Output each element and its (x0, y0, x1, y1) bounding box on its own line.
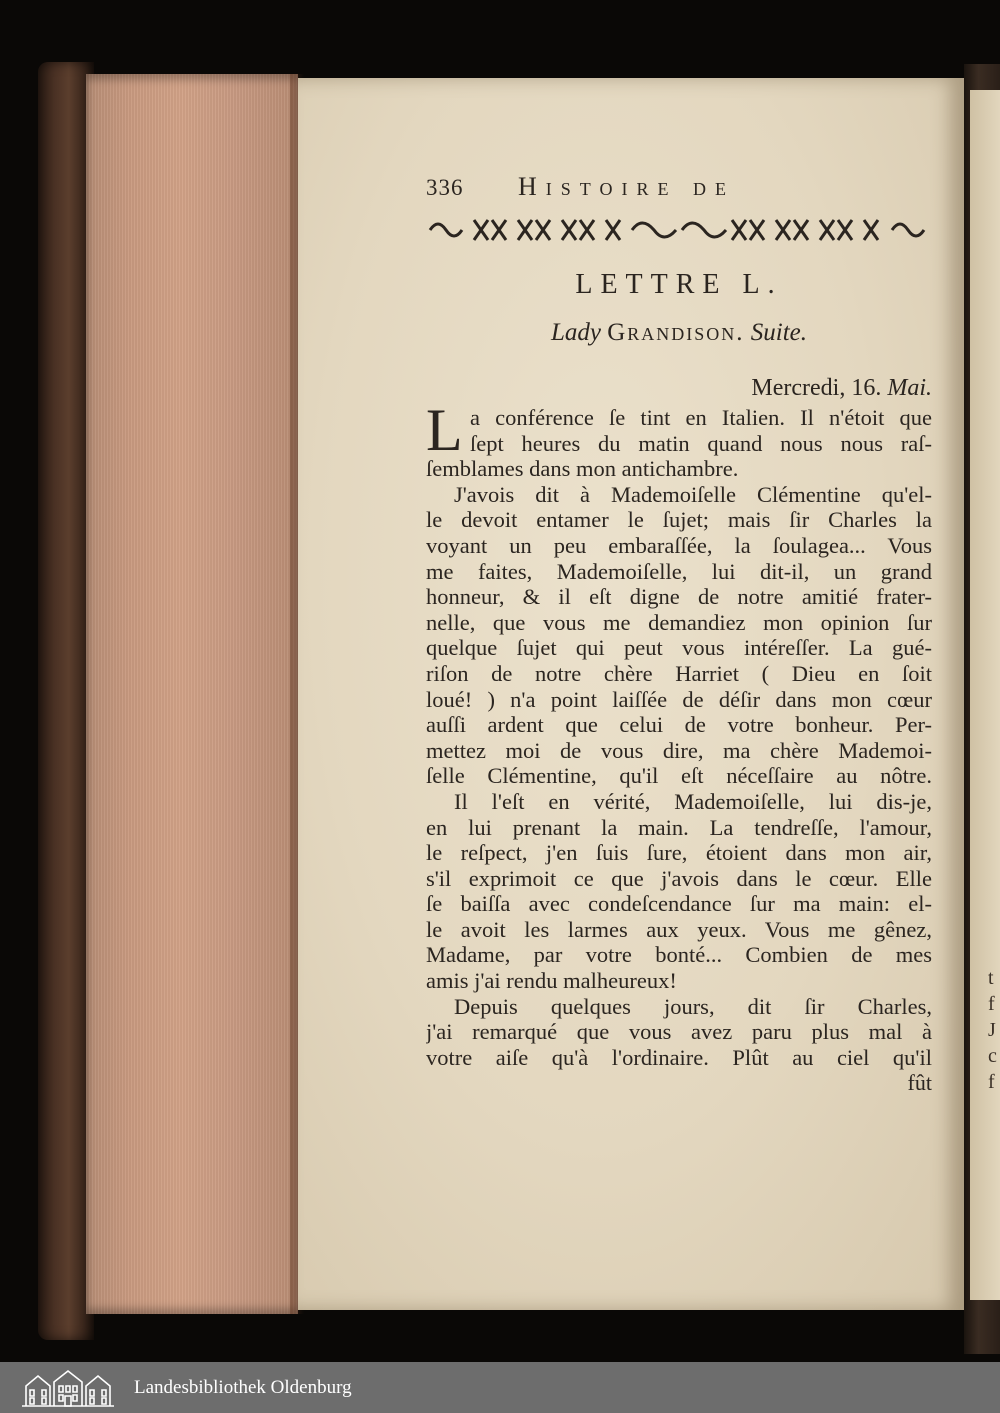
next-page-letter: f (988, 1071, 995, 1093)
page-number: 336 (426, 175, 464, 200)
dateline (426, 375, 932, 405)
subheading-salutation: Lady (550, 319, 601, 346)
ornament-scroll (682, 223, 726, 237)
library-building-icon (18, 1368, 118, 1408)
text-line: me faites, Mademoiſelle, lui dit-il, un grand (426, 558, 932, 584)
ornament-cross (606, 220, 620, 240)
dateline-month: Mai. (887, 375, 932, 401)
next-page-letter: c (988, 1045, 997, 1067)
text-line: auſſi ardent que celui de votre bonheur. Per- (426, 712, 932, 738)
ornament-cross (732, 220, 764, 240)
text-line: amis j'ai rendu malheureux! (426, 968, 677, 994)
letter-body (426, 397, 932, 1070)
text-line: nelle, que vous me demandiez mon opinion ſur (426, 609, 932, 635)
ornament-cross (562, 220, 594, 240)
text-line: j'ai remarqué que vous avez paru plus mal à (426, 1019, 932, 1045)
text-line: ſemblames dans mon antichambre. (426, 456, 739, 482)
ornament-scroll (632, 223, 676, 237)
text-line: riſon de notre chère Harriet ( Dieu en ſoit (426, 660, 932, 686)
text-line: mettez moi de vous dire, ma chère Mademoi- (426, 737, 932, 763)
library-name: Landesbibliothek Oldenburg (134, 1376, 352, 1398)
ornament-scroll (430, 224, 462, 236)
ornament-cross (864, 220, 878, 240)
text-line: ſelle Clémentine, qu'il eſt néceſſaire au nôtre. (426, 763, 932, 789)
next-page-letter: f (988, 993, 995, 1015)
text-line: J'avois dit à Mademoiſelle Clémentine qu'el- (454, 481, 932, 507)
text-line: quelque ſujet qui peut vous intéreſſer. La gué- (426, 635, 932, 661)
text-line: votre aiſe qu'à l'ordinaire. Plût au ciel qu'il (426, 1044, 932, 1070)
next-page-edge (970, 90, 1000, 1300)
ornament-cross (776, 220, 808, 240)
text-line: loué! ) n'a point laiſſée de déſir dans mon cœur (426, 686, 932, 712)
drop-cap: L (426, 397, 463, 463)
page-edges (86, 74, 298, 1314)
text-line: le devoit entamer le ſujet; mais ſir Charles la (426, 507, 932, 533)
text-line: le reſpect, j'en ſuis ſure, étoient dans mon air, (426, 840, 932, 866)
catchword: fût (907, 1070, 932, 1096)
text-line: Madame, par votre bonté... Combien de mes (426, 942, 932, 968)
text-line: a conférence ſe tint en Italien. Il n'étoit que (470, 405, 932, 430)
ornament-scroll (892, 224, 924, 236)
text-line: honneur, & il eſt digne de notre amitié frater- (426, 584, 932, 610)
text-line: le avoit les larmes aux yeux. Vous me gênez, (426, 916, 932, 942)
letter-heading: LETTRE L. (575, 269, 783, 300)
next-page-letter: J (988, 1019, 996, 1041)
next-page-letter: t (988, 967, 994, 989)
text-line: Il l'eſt en vérité, Mademoiſelle, lui dis-je, (454, 788, 932, 814)
decorative-ornament-band (426, 214, 932, 246)
text-line: ſe baiſſa avec condeſcendance ſur ma main: el- (426, 891, 932, 917)
letter-subheading (426, 319, 932, 359)
header-title: Histoire de (518, 172, 735, 201)
ornament-cross (474, 220, 506, 240)
first-paragraph (426, 397, 932, 482)
text-line: en lui prenant la main. La tendreſſe, l'amour, (426, 814, 932, 840)
page-text-block (426, 172, 932, 1096)
running-head (426, 172, 932, 212)
text-line: Depuis quelques jours, dit ſir Charles, (454, 993, 932, 1019)
dateline-day: Mercredi, 16. (751, 375, 882, 401)
subheading-name: Grandison. (607, 319, 745, 346)
text-line: s'il exprimoit ce que j'avois dans le cœur. Elle (426, 865, 932, 891)
subheading-suffix: Suite. (750, 319, 808, 346)
text-line: ſept heures du matin quand nous nous raſ- (470, 430, 932, 456)
text-line: voyant un peu embaraſſée, la ſoulagea... Vous (426, 532, 932, 558)
footer-bar (0, 1362, 1000, 1413)
ornament-cross (820, 220, 852, 240)
ornament-cross (518, 220, 550, 240)
